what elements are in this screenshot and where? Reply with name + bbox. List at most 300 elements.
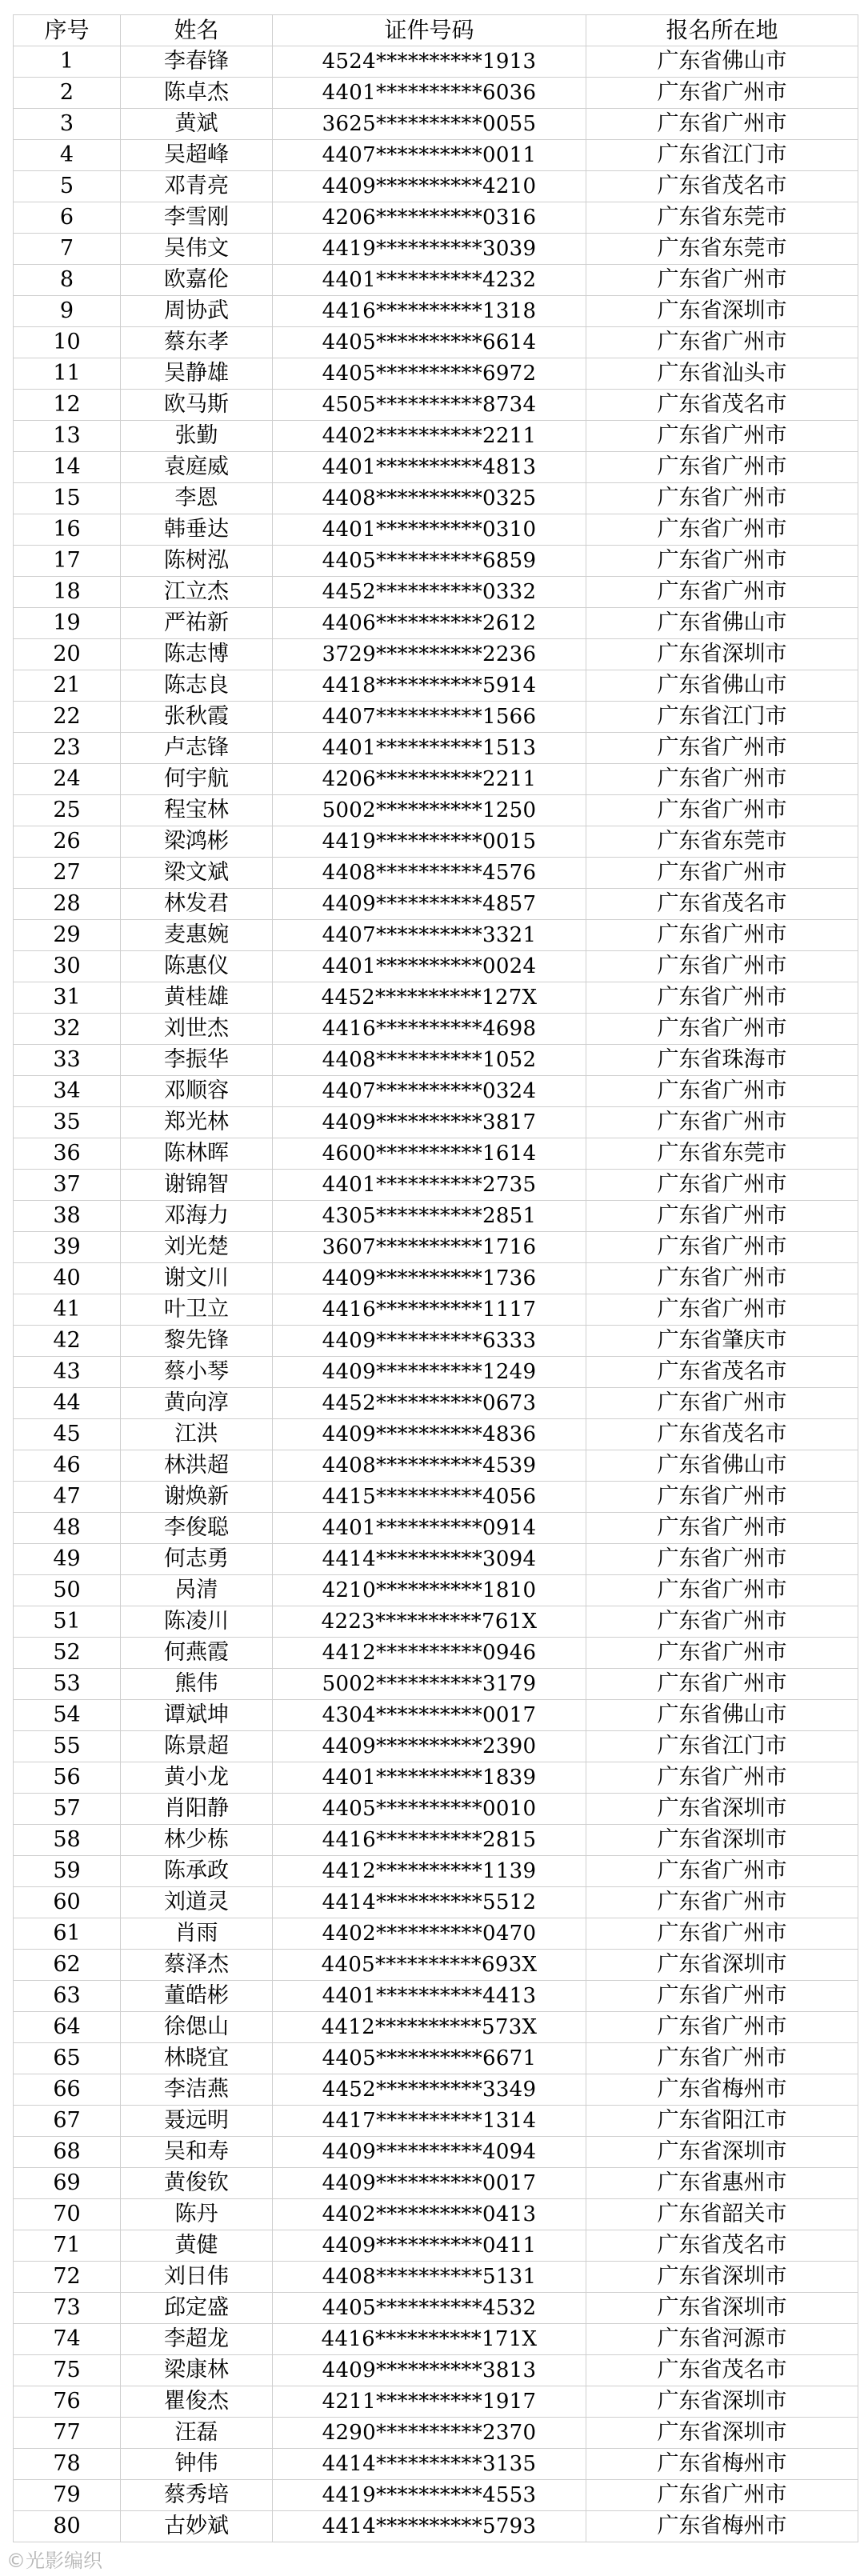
cell-seq: 11 bbox=[14, 358, 121, 390]
cell-id-number: 4417**********1314 bbox=[273, 2106, 586, 2137]
cell-location: 广东省佛山市 bbox=[586, 670, 858, 702]
cell-id-number: 4408**********0325 bbox=[273, 483, 586, 514]
cell-name: 谢焕新 bbox=[121, 1482, 273, 1513]
table-row bbox=[14, 234, 858, 265]
cell-name: 刘世杰 bbox=[121, 1014, 273, 1045]
cell-name: 谢文川 bbox=[121, 1263, 273, 1294]
cell-name: 梁康林 bbox=[121, 2355, 273, 2386]
cell-id-number: 4402**********2211 bbox=[273, 421, 586, 452]
cell-location: 广东省东莞市 bbox=[586, 1138, 858, 1170]
cell-seq: 39 bbox=[14, 1232, 121, 1263]
cell-id-number: 4409**********4094 bbox=[273, 2137, 586, 2168]
cell-name: 瞿俊杰 bbox=[121, 2386, 273, 2418]
cell-name: 欧马斯 bbox=[121, 390, 273, 421]
table-row bbox=[14, 546, 858, 577]
cell-name: 陈景超 bbox=[121, 1731, 273, 1762]
header-location: 报名所在地 bbox=[586, 15, 858, 46]
table-row bbox=[14, 171, 858, 202]
cell-location: 广东省汕头市 bbox=[586, 358, 858, 390]
cell-id-number: 4407**********0324 bbox=[273, 1076, 586, 1107]
cell-id-number: 4401**********2735 bbox=[273, 1170, 586, 1201]
cell-id-number: 4405**********6859 bbox=[273, 546, 586, 577]
cell-location: 广东省广州市 bbox=[586, 1762, 858, 1794]
cell-seq: 44 bbox=[14, 1388, 121, 1419]
cell-id-number: 4409**********1249 bbox=[273, 1357, 586, 1388]
cell-id-number: 4401**********4813 bbox=[273, 452, 586, 483]
candidate-table bbox=[13, 14, 858, 2542]
cell-name: 江立杰 bbox=[121, 577, 273, 608]
cell-seq: 32 bbox=[14, 1014, 121, 1045]
cell-id-number: 4412**********573X bbox=[273, 2012, 586, 2043]
cell-seq: 69 bbox=[14, 2168, 121, 2199]
table-row bbox=[14, 358, 858, 390]
cell-seq: 13 bbox=[14, 421, 121, 452]
cell-id-number: 4206**********0316 bbox=[273, 202, 586, 234]
cell-name: 肖阳静 bbox=[121, 1794, 273, 1825]
cell-name: 欧嘉伦 bbox=[121, 265, 273, 296]
cell-name: 陈志良 bbox=[121, 670, 273, 702]
cell-name: 邓青亮 bbox=[121, 171, 273, 202]
cell-id-number: 4407**********3321 bbox=[273, 920, 586, 951]
cell-id-number: 4402**********0470 bbox=[273, 1918, 586, 1950]
cell-seq: 59 bbox=[14, 1856, 121, 1887]
cell-id-number: 4409**********1736 bbox=[273, 1263, 586, 1294]
cell-name: 古妙斌 bbox=[121, 2511, 273, 2542]
table-row bbox=[14, 202, 858, 234]
cell-location: 广东省茂名市 bbox=[586, 171, 858, 202]
cell-name: 袁庭威 bbox=[121, 452, 273, 483]
table-row bbox=[14, 608, 858, 639]
cell-seq: 27 bbox=[14, 858, 121, 889]
table-row bbox=[14, 1638, 858, 1669]
table-row bbox=[14, 1482, 858, 1513]
table-row bbox=[14, 2137, 858, 2168]
cell-location: 广东省韶关市 bbox=[586, 2199, 858, 2230]
cell-location: 广东省梅州市 bbox=[586, 2074, 858, 2106]
table-row bbox=[14, 327, 858, 358]
table-row bbox=[14, 483, 858, 514]
cell-id-number: 4405**********6671 bbox=[273, 2043, 586, 2074]
cell-seq: 37 bbox=[14, 1170, 121, 1201]
cell-seq: 71 bbox=[14, 2230, 121, 2262]
cell-name: 韩垂达 bbox=[121, 514, 273, 546]
cell-name: 陈志博 bbox=[121, 639, 273, 670]
cell-id-number: 4409**********3813 bbox=[273, 2355, 586, 2386]
cell-location: 广东省梅州市 bbox=[586, 2511, 858, 2542]
cell-seq: 45 bbox=[14, 1419, 121, 1450]
cell-seq: 7 bbox=[14, 234, 121, 265]
cell-location: 广东省阳江市 bbox=[586, 2106, 858, 2137]
cell-seq: 73 bbox=[14, 2293, 121, 2324]
table-row bbox=[14, 514, 858, 546]
cell-id-number: 3607**********1716 bbox=[273, 1232, 586, 1263]
table-row bbox=[14, 2418, 858, 2449]
cell-name: 李雪刚 bbox=[121, 202, 273, 234]
cell-seq: 80 bbox=[14, 2511, 121, 2542]
cell-seq: 5 bbox=[14, 171, 121, 202]
cell-name: 谭斌坤 bbox=[121, 1700, 273, 1731]
header-id-number: 证件号码 bbox=[273, 15, 586, 46]
cell-id-number: 4408**********4539 bbox=[273, 1450, 586, 1482]
cell-seq: 58 bbox=[14, 1825, 121, 1856]
cell-name: 林少栋 bbox=[121, 1825, 273, 1856]
table-row bbox=[14, 1606, 858, 1638]
table-row bbox=[14, 1045, 858, 1076]
cell-location: 广东省广州市 bbox=[586, 982, 858, 1014]
cell-id-number: 4419**********4553 bbox=[273, 2480, 586, 2511]
cell-name: 陈树泓 bbox=[121, 546, 273, 577]
cell-seq: 60 bbox=[14, 1887, 121, 1918]
cell-location: 广东省广州市 bbox=[586, 1513, 858, 1544]
cell-seq: 34 bbox=[14, 1076, 121, 1107]
cell-seq: 66 bbox=[14, 2074, 121, 2106]
cell-location: 广东省深圳市 bbox=[586, 1825, 858, 1856]
cell-id-number: 4409**********2390 bbox=[273, 1731, 586, 1762]
table-row bbox=[14, 733, 858, 764]
cell-seq: 6 bbox=[14, 202, 121, 234]
cell-id-number: 4409**********0411 bbox=[273, 2230, 586, 2262]
cell-seq: 74 bbox=[14, 2324, 121, 2355]
cell-seq: 9 bbox=[14, 296, 121, 327]
cell-name: 陈丹 bbox=[121, 2199, 273, 2230]
cell-name: 陈惠仪 bbox=[121, 951, 273, 982]
table-row bbox=[14, 2168, 858, 2199]
cell-seq: 56 bbox=[14, 1762, 121, 1794]
cell-seq: 78 bbox=[14, 2449, 121, 2480]
cell-seq: 77 bbox=[14, 2418, 121, 2449]
cell-name: 周协武 bbox=[121, 296, 273, 327]
cell-name: 李春锋 bbox=[121, 46, 273, 78]
cell-id-number: 4414**********5793 bbox=[273, 2511, 586, 2542]
cell-name: 叶卫立 bbox=[121, 1294, 273, 1326]
table-row bbox=[14, 296, 858, 327]
table-row bbox=[14, 1544, 858, 1575]
cell-seq: 79 bbox=[14, 2480, 121, 2511]
cell-seq: 2 bbox=[14, 78, 121, 109]
cell-name: 陈承政 bbox=[121, 1856, 273, 1887]
cell-name: 林晓宜 bbox=[121, 2043, 273, 2074]
cell-seq: 8 bbox=[14, 265, 121, 296]
cell-location: 广东省肇庆市 bbox=[586, 1326, 858, 1357]
cell-name: 何宇航 bbox=[121, 764, 273, 795]
cell-location: 广东省广州市 bbox=[586, 858, 858, 889]
cell-location: 广东省广州市 bbox=[586, 1170, 858, 1201]
cell-seq: 75 bbox=[14, 2355, 121, 2386]
cell-seq: 12 bbox=[14, 390, 121, 421]
cell-seq: 17 bbox=[14, 546, 121, 577]
table-row bbox=[14, 670, 858, 702]
table-row bbox=[14, 2012, 858, 2043]
cell-location: 广东省广州市 bbox=[586, 1014, 858, 1045]
cell-id-number: 4406**********2612 bbox=[273, 608, 586, 639]
table-row bbox=[14, 920, 858, 951]
cell-seq: 1 bbox=[14, 46, 121, 78]
cell-location: 广东省广州市 bbox=[586, 577, 858, 608]
table-row bbox=[14, 2449, 858, 2480]
cell-name: 郑光林 bbox=[121, 1107, 273, 1138]
cell-name: 聂远明 bbox=[121, 2106, 273, 2137]
table-row bbox=[14, 1700, 858, 1731]
table-row bbox=[14, 1388, 858, 1419]
cell-name: 吴静雄 bbox=[121, 358, 273, 390]
table-row bbox=[14, 577, 858, 608]
cell-id-number: 4505**********8734 bbox=[273, 390, 586, 421]
cell-name: 吴和寿 bbox=[121, 2137, 273, 2168]
table-row bbox=[14, 1918, 858, 1950]
table-row bbox=[14, 1887, 858, 1918]
cell-location: 广东省茂名市 bbox=[586, 2230, 858, 2262]
cell-location: 广东省深圳市 bbox=[586, 2386, 858, 2418]
cell-id-number: 4405**********6614 bbox=[273, 327, 586, 358]
cell-seq: 55 bbox=[14, 1731, 121, 1762]
cell-name: 邓顺容 bbox=[121, 1076, 273, 1107]
table-row bbox=[14, 702, 858, 733]
cell-id-number: 4416**********171X bbox=[273, 2324, 586, 2355]
cell-location: 广东省广州市 bbox=[586, 1981, 858, 2012]
cell-id-number: 4408**********5131 bbox=[273, 2262, 586, 2293]
cell-seq: 68 bbox=[14, 2137, 121, 2168]
cell-name: 张秋霞 bbox=[121, 702, 273, 733]
table-row bbox=[14, 982, 858, 1014]
cell-location: 广东省深圳市 bbox=[586, 1794, 858, 1825]
cell-seq: 21 bbox=[14, 670, 121, 702]
cell-name: 邓海力 bbox=[121, 1201, 273, 1232]
cell-seq: 4 bbox=[14, 140, 121, 171]
cell-seq: 31 bbox=[14, 982, 121, 1014]
table-row bbox=[14, 140, 858, 171]
cell-name: 黄健 bbox=[121, 2230, 273, 2262]
cell-name: 董皓彬 bbox=[121, 1981, 273, 2012]
cell-id-number: 4416**********1318 bbox=[273, 296, 586, 327]
cell-location: 广东省广州市 bbox=[586, 951, 858, 982]
cell-id-number: 4524**********1913 bbox=[273, 46, 586, 78]
cell-id-number: 4412**********1139 bbox=[273, 1856, 586, 1887]
header-row bbox=[14, 15, 858, 46]
cell-location: 广东省广州市 bbox=[586, 1887, 858, 1918]
cell-seq: 28 bbox=[14, 889, 121, 920]
cell-name: 黄斌 bbox=[121, 109, 273, 140]
cell-name: 何志勇 bbox=[121, 1544, 273, 1575]
cell-id-number: 4452**********0673 bbox=[273, 1388, 586, 1419]
cell-id-number: 4414**********3135 bbox=[273, 2449, 586, 2480]
table-row bbox=[14, 764, 858, 795]
cell-seq: 35 bbox=[14, 1107, 121, 1138]
cell-name: 麦惠婉 bbox=[121, 920, 273, 951]
cell-location: 广东省广州市 bbox=[586, 452, 858, 483]
cell-name: 何燕霞 bbox=[121, 1638, 273, 1669]
cell-id-number: 4409**********3817 bbox=[273, 1107, 586, 1138]
cell-location: 广东省广州市 bbox=[586, 1482, 858, 1513]
cell-location: 广东省广州市 bbox=[586, 1856, 858, 1887]
cell-id-number: 4405**********6972 bbox=[273, 358, 586, 390]
cell-id-number: 4402**********0413 bbox=[273, 2199, 586, 2230]
cell-seq: 30 bbox=[14, 951, 121, 982]
table-row bbox=[14, 1232, 858, 1263]
table-row bbox=[14, 1825, 858, 1856]
cell-id-number: 4452**********3349 bbox=[273, 2074, 586, 2106]
cell-id-number: 4409**********4836 bbox=[273, 1419, 586, 1450]
cell-id-number: 4409**********0017 bbox=[273, 2168, 586, 2199]
cell-id-number: 4405**********693X bbox=[273, 1950, 586, 1981]
cell-name: 李振华 bbox=[121, 1045, 273, 1076]
cell-seq: 65 bbox=[14, 2043, 121, 2074]
cell-seq: 53 bbox=[14, 1669, 121, 1700]
cell-name: 黄桂雄 bbox=[121, 982, 273, 1014]
cell-seq: 47 bbox=[14, 1482, 121, 1513]
cell-location: 广东省广州市 bbox=[586, 1107, 858, 1138]
cell-id-number: 4407**********1566 bbox=[273, 702, 586, 733]
cell-id-number: 4408**********1052 bbox=[273, 1045, 586, 1076]
cell-location: 广东省广州市 bbox=[586, 1232, 858, 1263]
cell-seq: 57 bbox=[14, 1794, 121, 1825]
cell-location: 广东省佛山市 bbox=[586, 1700, 858, 1731]
cell-name: 汪磊 bbox=[121, 2418, 273, 2449]
cell-seq: 50 bbox=[14, 1575, 121, 1606]
cell-name: 林发君 bbox=[121, 889, 273, 920]
cell-location: 广东省广州市 bbox=[586, 1294, 858, 1326]
cell-location: 广东省江门市 bbox=[586, 1731, 858, 1762]
table-row bbox=[14, 1981, 858, 2012]
cell-location: 广东省广州市 bbox=[586, 1575, 858, 1606]
table-row bbox=[14, 1138, 858, 1170]
cell-name: 李恩 bbox=[121, 483, 273, 514]
table-row bbox=[14, 1107, 858, 1138]
cell-location: 广东省广州市 bbox=[586, 2480, 858, 2511]
cell-id-number: 3625**********0055 bbox=[273, 109, 586, 140]
table-row bbox=[14, 46, 858, 78]
cell-location: 广东省深圳市 bbox=[586, 2262, 858, 2293]
cell-name: 林洪超 bbox=[121, 1450, 273, 1482]
cell-name: 梁文斌 bbox=[121, 858, 273, 889]
cell-location: 广东省梅州市 bbox=[586, 2449, 858, 2480]
table-row bbox=[14, 1762, 858, 1794]
cell-location: 广东省佛山市 bbox=[586, 608, 858, 639]
cell-location: 广东省广州市 bbox=[586, 514, 858, 546]
cell-name: 刘日伟 bbox=[121, 2262, 273, 2293]
table-row bbox=[14, 452, 858, 483]
cell-id-number: 4409**********6333 bbox=[273, 1326, 586, 1357]
table-row bbox=[14, 2355, 858, 2386]
cell-name: 吴超峰 bbox=[121, 140, 273, 171]
table-row bbox=[14, 2324, 858, 2355]
watermark: ©光影编织 bbox=[6, 2550, 102, 2572]
cell-id-number: 4401**********4413 bbox=[273, 1981, 586, 2012]
cell-seq: 3 bbox=[14, 109, 121, 140]
cell-location: 广东省广州市 bbox=[586, 1263, 858, 1294]
cell-name: 刘光楚 bbox=[121, 1232, 273, 1263]
cell-seq: 67 bbox=[14, 2106, 121, 2137]
cell-name: 程宝林 bbox=[121, 795, 273, 826]
cell-location: 广东省茂名市 bbox=[586, 2355, 858, 2386]
cell-id-number: 4305**********2851 bbox=[273, 1201, 586, 1232]
cell-seq: 10 bbox=[14, 327, 121, 358]
cell-id-number: 4206**********2211 bbox=[273, 764, 586, 795]
cell-id-number: 4401**********1839 bbox=[273, 1762, 586, 1794]
cell-seq: 46 bbox=[14, 1450, 121, 1482]
cell-id-number: 4409**********4210 bbox=[273, 171, 586, 202]
table-row bbox=[14, 1419, 858, 1450]
cell-id-number: 4419**********0015 bbox=[273, 826, 586, 858]
table-row bbox=[14, 2480, 858, 2511]
cell-id-number: 5002**********3179 bbox=[273, 1669, 586, 1700]
cell-location: 广东省深圳市 bbox=[586, 2293, 858, 2324]
table-row bbox=[14, 1575, 858, 1606]
cell-seq: 64 bbox=[14, 2012, 121, 2043]
cell-seq: 19 bbox=[14, 608, 121, 639]
cell-location: 广东省广州市 bbox=[586, 1201, 858, 1232]
cell-location: 广东省广州市 bbox=[586, 1918, 858, 1950]
cell-id-number: 4416**********2815 bbox=[273, 1825, 586, 1856]
table-row bbox=[14, 2230, 858, 2262]
table-row bbox=[14, 1731, 858, 1762]
table-row bbox=[14, 2199, 858, 2230]
cell-id-number: 4412**********0946 bbox=[273, 1638, 586, 1669]
cell-id-number: 4401**********6036 bbox=[273, 78, 586, 109]
cell-seq: 42 bbox=[14, 1326, 121, 1357]
table-row bbox=[14, 1263, 858, 1294]
cell-seq: 49 bbox=[14, 1544, 121, 1575]
cell-seq: 76 bbox=[14, 2386, 121, 2418]
cell-seq: 36 bbox=[14, 1138, 121, 1170]
cell-id-number: 4600**********1614 bbox=[273, 1138, 586, 1170]
cell-seq: 15 bbox=[14, 483, 121, 514]
table-row bbox=[14, 2386, 858, 2418]
cell-location: 广东省茂名市 bbox=[586, 390, 858, 421]
table-row bbox=[14, 1326, 858, 1357]
cell-id-number: 4408**********4576 bbox=[273, 858, 586, 889]
table-row bbox=[14, 889, 858, 920]
cell-name: 谢锦智 bbox=[121, 1170, 273, 1201]
cell-id-number: 4416**********1117 bbox=[273, 1294, 586, 1326]
cell-name: 梁鸿彬 bbox=[121, 826, 273, 858]
table-row bbox=[14, 265, 858, 296]
cell-location: 广东省广州市 bbox=[586, 1388, 858, 1419]
cell-location: 广东省东莞市 bbox=[586, 202, 858, 234]
cell-seq: 33 bbox=[14, 1045, 121, 1076]
cell-name: 江洪 bbox=[121, 1419, 273, 1450]
cell-seq: 54 bbox=[14, 1700, 121, 1731]
cell-location: 广东省东莞市 bbox=[586, 826, 858, 858]
cell-location: 广东省广州市 bbox=[586, 2043, 858, 2074]
cell-seq: 23 bbox=[14, 733, 121, 764]
table-row bbox=[14, 1450, 858, 1482]
cell-id-number: 4223**********761X bbox=[273, 1606, 586, 1638]
cell-id-number: 4452**********127X bbox=[273, 982, 586, 1014]
cell-seq: 40 bbox=[14, 1263, 121, 1294]
cell-location: 广东省深圳市 bbox=[586, 296, 858, 327]
cell-id-number: 5002**********1250 bbox=[273, 795, 586, 826]
table-row bbox=[14, 390, 858, 421]
cell-seq: 18 bbox=[14, 577, 121, 608]
table-row bbox=[14, 1014, 858, 1045]
cell-location: 广东省深圳市 bbox=[586, 639, 858, 670]
cell-id-number: 4414**********5512 bbox=[273, 1887, 586, 1918]
table-row bbox=[14, 421, 858, 452]
cell-seq: 52 bbox=[14, 1638, 121, 1669]
cell-location: 广东省广州市 bbox=[586, 764, 858, 795]
cell-seq: 29 bbox=[14, 920, 121, 951]
cell-id-number: 4415**********4056 bbox=[273, 1482, 586, 1513]
cell-name: 蔡秀培 bbox=[121, 2480, 273, 2511]
cell-location: 广东省佛山市 bbox=[586, 1450, 858, 1482]
cell-name: 吴伟文 bbox=[121, 234, 273, 265]
cell-seq: 26 bbox=[14, 826, 121, 858]
table-row bbox=[14, 951, 858, 982]
cell-seq: 72 bbox=[14, 2262, 121, 2293]
cell-seq: 62 bbox=[14, 1950, 121, 1981]
cell-location: 广东省深圳市 bbox=[586, 2137, 858, 2168]
table-row bbox=[14, 109, 858, 140]
